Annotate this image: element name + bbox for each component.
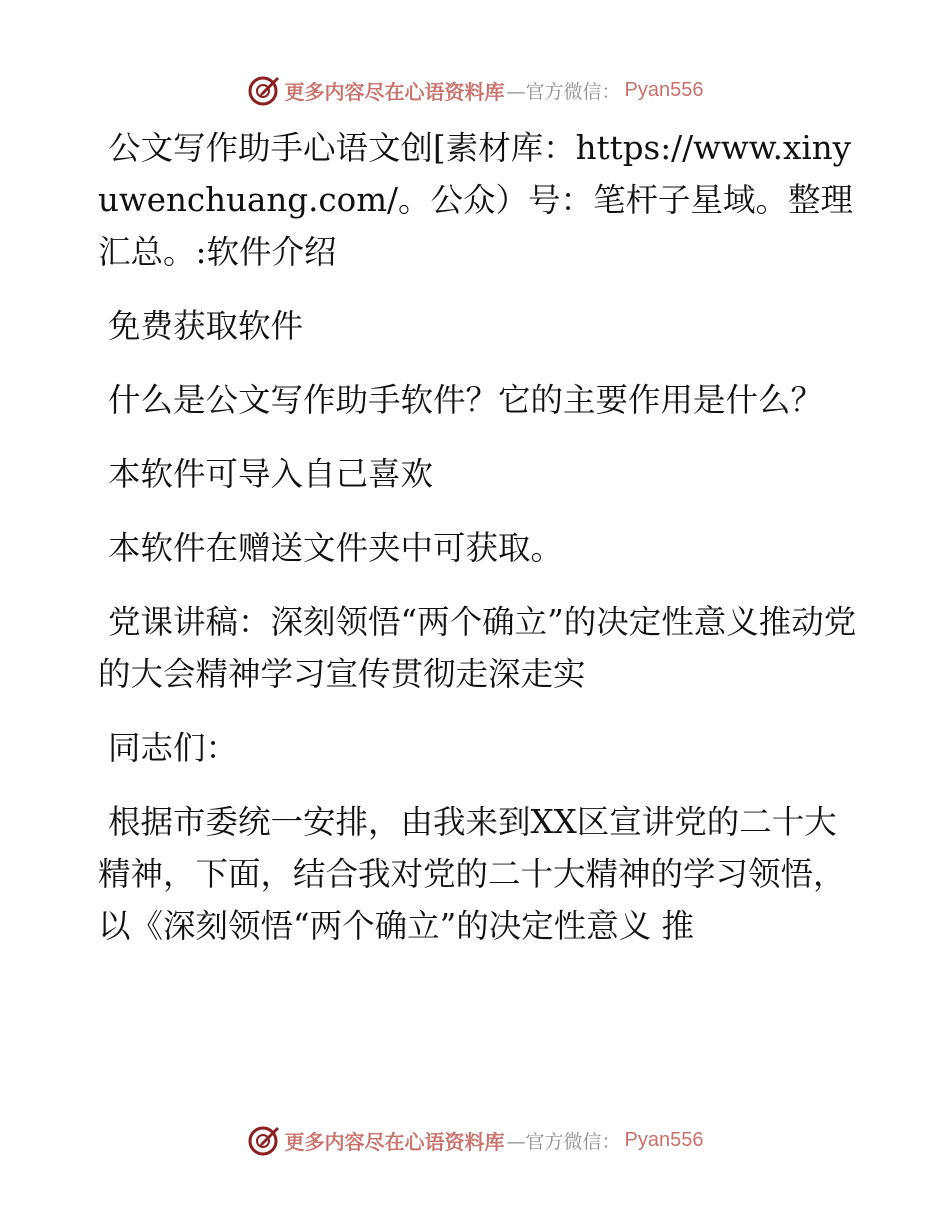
watermark-main-text: 更多内容尽在心语资料库 bbox=[284, 79, 505, 104]
paragraph-question: 什么是公文写作助手软件？它的主要作用是什么？ bbox=[108, 381, 824, 419]
watermark-wechat-id: Pyan556 bbox=[624, 78, 704, 101]
paragraph-gift-folder: 本软件在赠送文件夹中可获取。 bbox=[108, 529, 564, 567]
header-watermark-banner bbox=[0, 70, 950, 110]
paragraph-salutation: 同志们： bbox=[108, 729, 239, 767]
paragraph-body: 根据市委统一安排，由我来到XX区宣讲党的二十大精神，下面，结合我对党的二十大精神的学习领悟，以《深刻领悟“两个确立”的决定性意义 推 bbox=[98, 803, 846, 945]
footer-watermark-banner bbox=[0, 1120, 950, 1160]
paragraph-intro: 公文写作助手心语文创[素材库：https://www.xinyuwenchuang.com/。公众）号：笔杆子星域。整理汇总。:软件介绍 bbox=[98, 129, 853, 271]
paragraph-free-download: 免费获取软件 bbox=[108, 307, 304, 345]
pen-logo-icon bbox=[247, 1123, 281, 1157]
pen-logo-icon bbox=[247, 73, 281, 107]
watermark-sub-text: —官方微信： bbox=[506, 1130, 621, 1153]
watermark-sub-text: —官方微信： bbox=[506, 80, 621, 103]
watermark-main-text: 更多内容尽在心语资料库 bbox=[284, 1129, 505, 1154]
paragraph-import: 本软件可导入自己喜欢 bbox=[108, 455, 434, 493]
watermark-wechat-id: Pyan556 bbox=[624, 1128, 704, 1151]
paragraph-lecture-title: 党课讲稿：深刻领悟“两个确立”的决定性意义推动党的大会精神学习宣传贯彻走深走实 bbox=[98, 603, 857, 693]
document-body bbox=[98, 122, 858, 974]
